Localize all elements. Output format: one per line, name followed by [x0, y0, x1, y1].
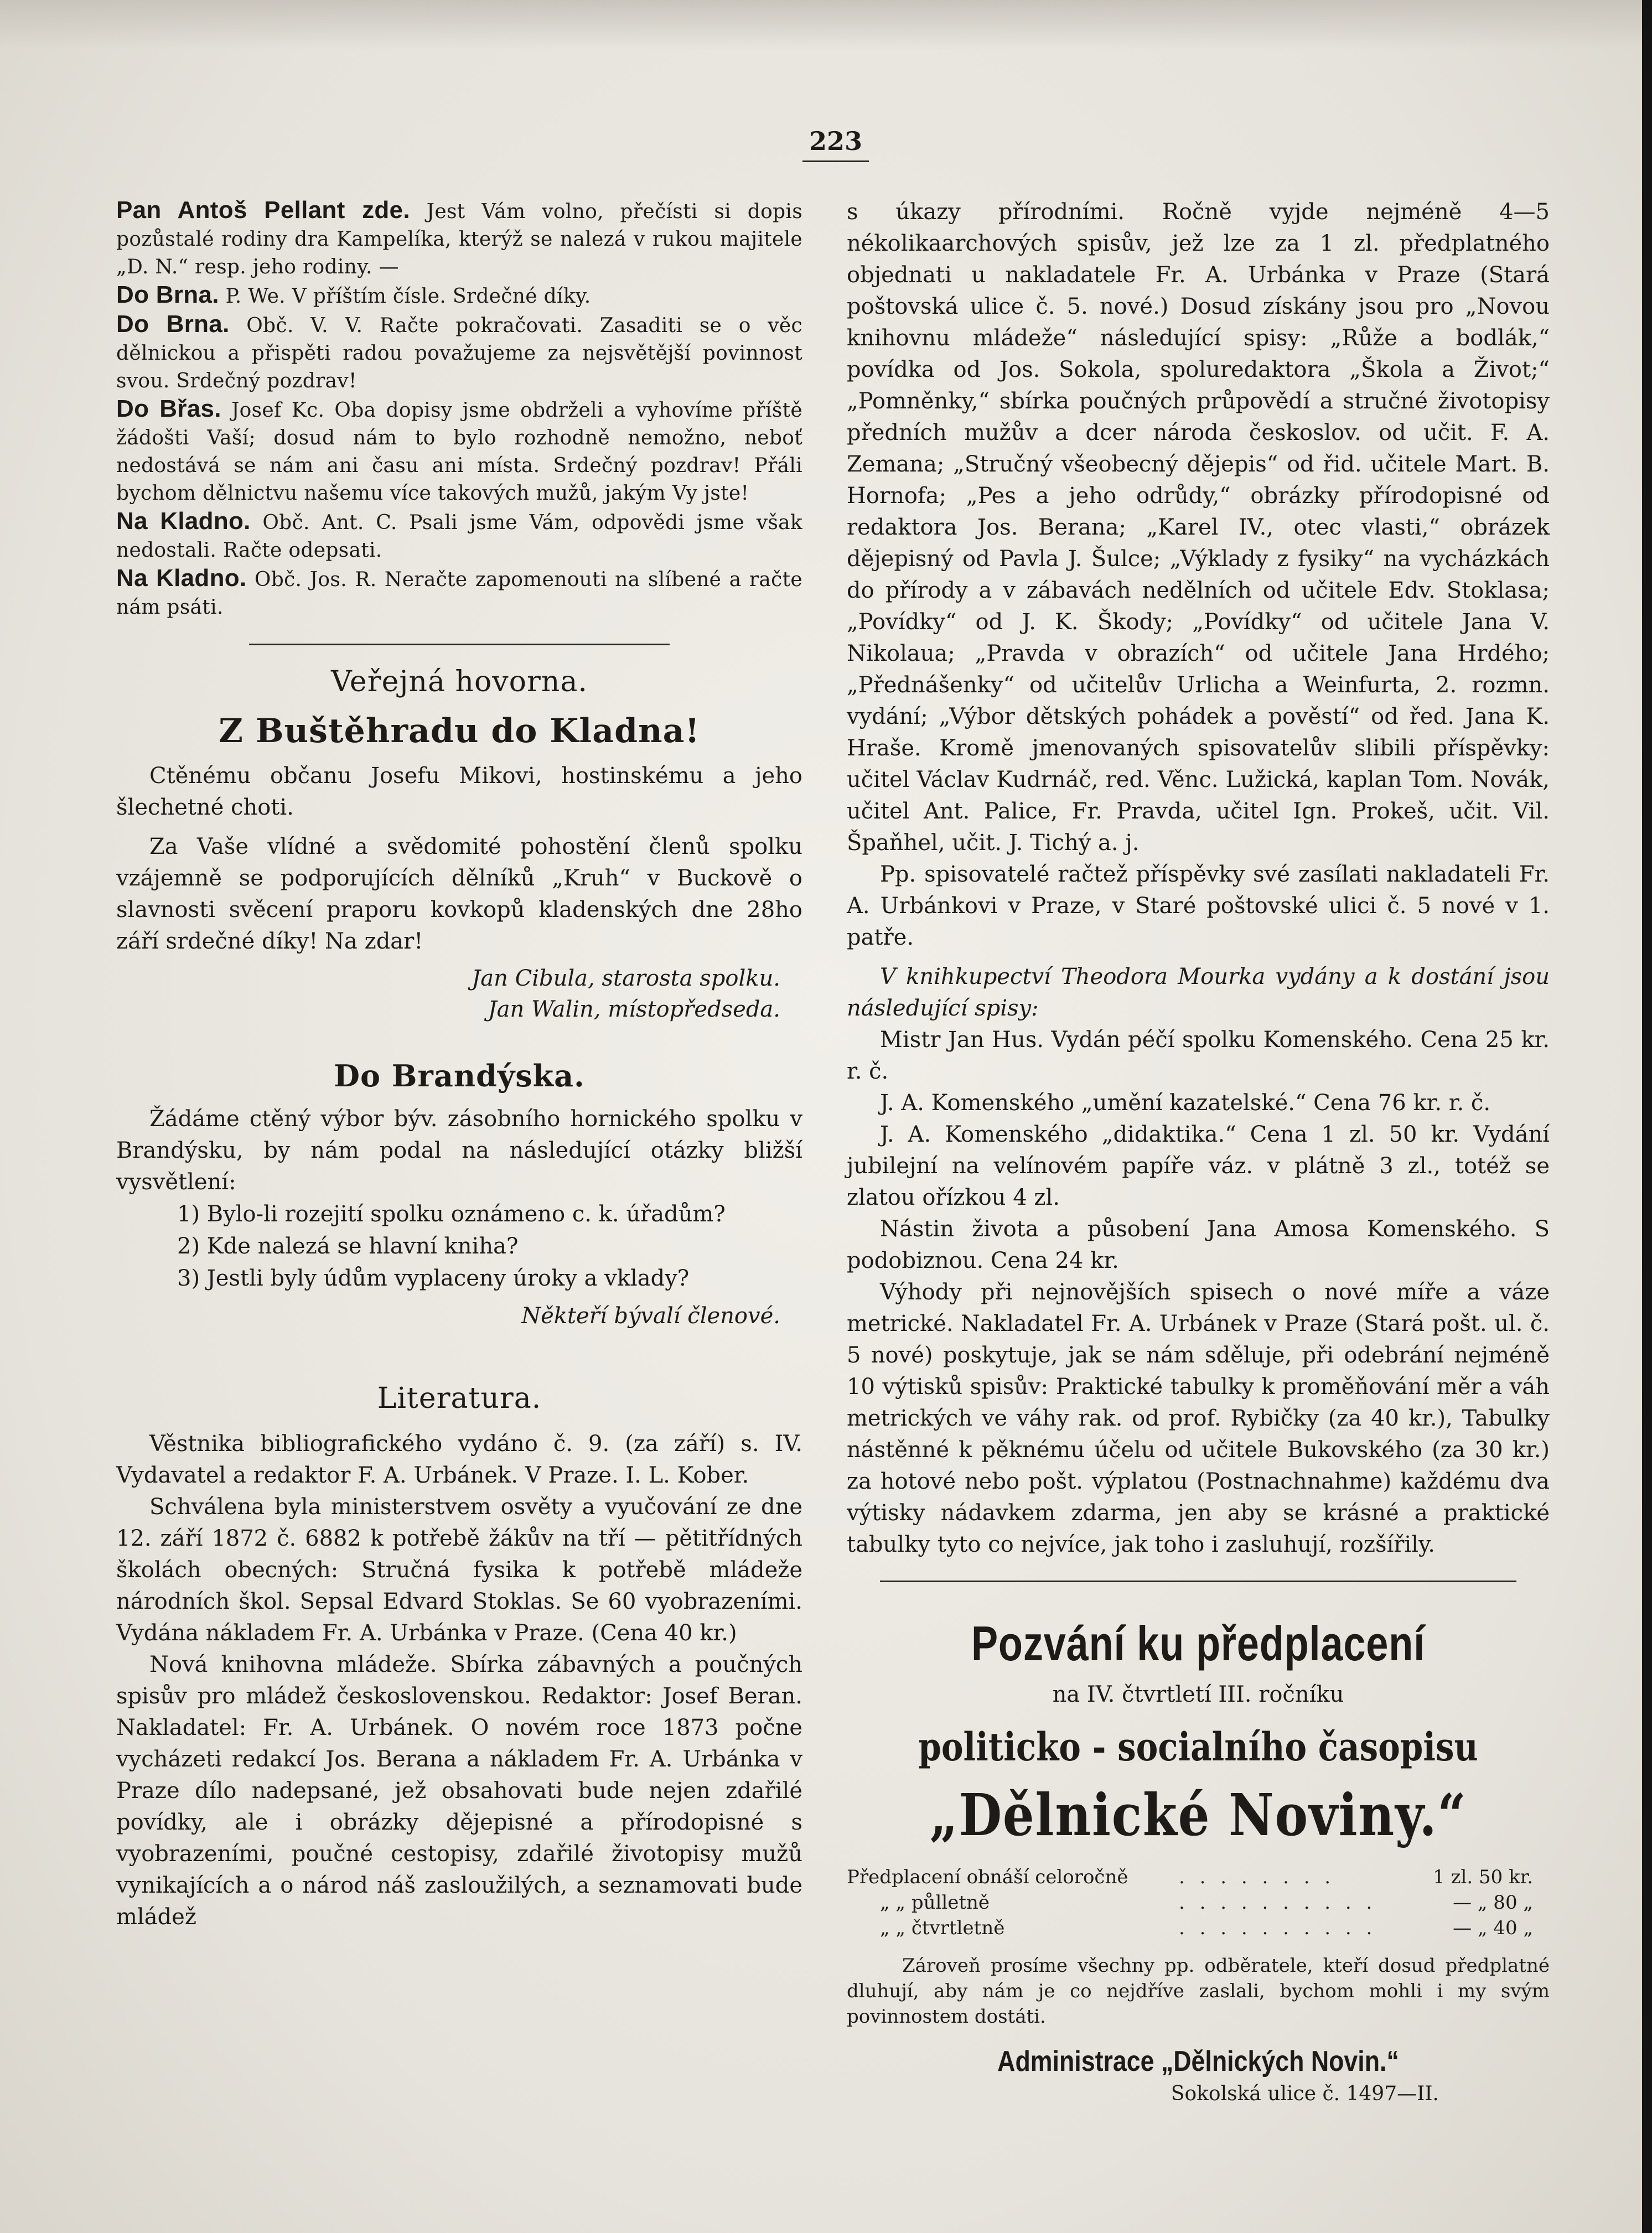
section-title-literatura: Literatura.	[377, 1382, 542, 1415]
literatura-section	[116, 1382, 802, 1933]
price-dots: . . . . . . . .	[1179, 1866, 1335, 1888]
article-continuation: s úkazy přírodními. Ročně vyjde nejméně 4—5 nékolikaarchových spisův, jež lze za 1 zl. předplatného objednati u nakladatele Fr. A. Urbánka v Praze (Stará poštovská ulice č. 5. nové.) Dosud získány jsou pro „Novou knihovnu mládeže“ následující spisy: „Růže a bodlák,“ povídka od Jos. Sokola, spoluredaktora „Škola a Život;“ „Pomněnky,“ sbírka poučných průpovědí a stručné životopisy předních mužův a dcer národa českoslov. od učit. F. A. Zemana; „Stručný všeobecný dějepis“ od řid. učitele Mart. B. Hornofa; „Pes a jeho odrůdy,“ obrázky přírodopisné od redaktora Jos. Berana; „Karel IV., otec vlasti,“ obrázek dějepisný od Pavla J. Šulce; „Výklady z fysiky“ na vycházkách do přírody a v zábavách nedělních od učitele Edv. Stoklasa; „Povídky“ od J. K. Škody; „Povídky“ od učitele Jana V. Nikolaua; „Pravda v obrazích“ od učitele Jana Hrdého; „Přednášenky“ od učitelův Urlicha a Weinfurta, 2. rozmn. vydání; „Výbor dětských pohádek a pověstí“ od řed. Jana K. Hraše. Kromě jmenovaných spisovatelův slibili příspěvky: učitel Václav Kudrnáč, red. Věnc. Lužická, kaplan Tom. Novák, učitel Ant. Palice, Fr. Pravda, učitel Ign. Prokeš, učit. Vil. Špaňhel, učit. J. Tichý a. j.	[847, 199, 1550, 856]
correspondence-entry: Pan Antoš Pellant zde. Jest Vám volno, přečísti si dopis pozůstalé rodiny dra Kampelíka, kterýž se nalezá v rukou majitele „D. N.“ resp. jeho rodiny. —	[116, 196, 802, 278]
question-item: 1) Bylo-li rozejití spolku oznámeno c. k. úřadům?	[177, 1201, 726, 1227]
correspondence-section	[116, 196, 802, 621]
price-value: — „ 80 „	[1453, 1892, 1533, 1914]
section-divider	[249, 644, 670, 645]
right-column	[847, 196, 1550, 2105]
ad-note: Zároveň prosíme všechny pp. odběratele, kteří dosud předplatné dluhují, aby nám je co nejdříve zaslali, bychom mohli i my svým povinnostem dostáti.	[847, 1955, 1550, 2028]
price-label: „ „ půlletně	[880, 1892, 990, 1914]
book-listing: Mistr Jan Hus. Vydán péčí spolku Komenského. Cena 25 kr. r. č.	[847, 1027, 1550, 1084]
price-dots: . . . . . . . . . .	[1179, 1892, 1377, 1914]
notice-body: Za Vaše vlídné a svědomité pohostění členů spolku vzájemně se podporujících dělníků „Kruh“ v Buckově o slavnosti svěcení praporu kovkopů kladenských dne 28ho září srdečné díky! Na zdar!	[116, 834, 802, 954]
notice-headline: Do Brandýska.	[334, 1058, 585, 1094]
price-row	[847, 1890, 1533, 1915]
correspondence-entry: Na Kladno. Obč. Ant. C. Psali jsme Vám, odpovědi jsme však nedostali. Račte odepsati.	[116, 507, 802, 562]
subscription-ad	[847, 1615, 1550, 2105]
scan-border	[1642, 0, 1652, 2233]
ad-administration: Administrace „Dělnických Novin.“	[997, 2045, 1399, 2077]
signature-1: Jan Cibula, starosta spolku.	[472, 966, 780, 991]
correspondence-entry: Do Brna. Obč. V. V. Račte pokračovati. Zasaditi se o věc dělnickou a přispěti radou považujeme za nejsvětější povinnost svou. Srdečný pozdrav!	[116, 310, 802, 392]
book-listing: Nástin života a působení Jana Amosa Komenského. S podobiznou. Cena 24 kr.	[847, 1216, 1550, 1273]
question-item: 2) Kde nalezá se hlavní kniha?	[177, 1234, 519, 1259]
question-item: 3) Jestli byly údům vyplaceny úroky a vklady?	[177, 1266, 690, 1291]
book-listing: Výhody při nejnovějších spisech o nové míře a váze metrické. Nakladatel Fr. A. Urbánek v Praze (Stará pošt. ul. č. 5 nové) poskytuje, jak se nám sděluje, při odebrání nejméně 10 výtisků spisův: Praktické tabulky k proměňování měr a váh metrických ve váhy rak. od prof. Rybičky (za 40 kr.), Tabulky nástěnné k pěknému účelu od učitele Bukovského (za 30 kr.) za hotové nebo pošt. výplatou (Postnachnahme) každému dva výtisky nádavkem zdarma, jen aby se krásné a praktické tabulky tyto co nejvíce, jak toho i zasluhují, rozšířily.	[847, 1279, 1550, 1557]
price-label: „ „ čtvrtletně	[880, 1917, 1005, 1939]
price-dots: . . . . . . . . . .	[1179, 1917, 1377, 1939]
ad-title: Pozvání ku předplacení	[971, 1616, 1426, 1671]
ad-address: Sokolská ulice č. 1497—II.	[1171, 2082, 1439, 2105]
signature-2: Jan Walin, místopředseda.	[488, 997, 780, 1022]
bustehrad-notice	[116, 712, 802, 1025]
book-listing: J. A. Komenského „didaktika.“ Cena 1 zl. 50 kr. Vydání jubilejní na velínovém papíře váz. v plátně 3 zl., totéž se zlatou ořízkou 4 zl.	[847, 1122, 1550, 1210]
literature-paragraph: Schválena byla ministerstvem osvěty a vyučování ze dne 12. září 1872 č. 6882 k potřebě žákův na tří — pětitřídných školách obecných: Stručná fysika k potřebě mládeže národních škol. Sepsal Edvard Stoklas. Se 60 vyobrazeními. Vydána nákladem Fr. A. Urbánka v Praze. (Cena 40 kr.)	[116, 1494, 802, 1646]
notice-closing: Někteří bývalí členové.	[521, 1303, 780, 1329]
ad-subtitle: na IV. čtvrtletí III. ročníku	[1052, 1682, 1344, 1707]
ad-heading: politicko - socialního časopisu	[918, 1724, 1478, 1770]
price-value: 1 zl. 50 kr.	[1433, 1866, 1533, 1888]
bookshop-intro: V knihkupectví Theodora Mourka vydány a k dostání jsou následující spisy:	[847, 964, 1550, 1021]
correspondence-entry: Do Brna. P. We. V příštím čísle. Srdečné díky.	[116, 281, 591, 308]
correspondence-entry: Do Břas. Josef Kc. Oba dopisy jsme obdrželi a vyhovíme příště žádošti Vaší; dosud nám to bylo rozhodně nemožno, neboť nedostává se nám ani času ani místa. Srdečný pozdrav! Přáli bychom dělnictvu našemu více takových mužů, jakým Vy jste!	[116, 395, 802, 505]
left-column	[116, 196, 802, 1933]
price-value: — „ 40 „	[1453, 1917, 1533, 1939]
literature-paragraph: Nová knihovna mládeže. Sbírka zábavných a poučných spisův pro mládež československou. Redaktor: Josef Beran. Nakladatel: Fr. A. Urbánek. O novém roce 1873 počne vycházeti redakcí Jos. Berana a nákladem Fr. A. Urbánka v Praze dílo nadepsané, jež obsahovati bude nejen zdařilé povídky, ale i obrázky dějepisné a přírodopisné s vyobrazeními, poučné cestopisy, zdařilé životopisy mužů vynikajících a o národ náš zasloužilých, a seznamovati bude mládež	[116, 1652, 802, 1930]
ad-divider	[880, 1581, 1516, 1582]
section-title-hovorna: Veřejná hovorna.	[331, 665, 588, 698]
page-number: 223	[802, 126, 869, 162]
brandys-notice	[116, 1058, 802, 1332]
scan-shadow	[0, 0, 1652, 50]
newspaper-name: „Dělnické Noviny.“	[929, 1781, 1467, 1849]
literature-paragraph: Věstnika bibliografického vydáno č. 9. (za září) s. IV. Vydavatel a redaktor F. A. Urbánek. V Praze. I. L. Kober.	[116, 1431, 802, 1488]
notice-address: Ctěnému občanu Josefu Mikovi, hostinskému a jeho šlechetné choti.	[116, 763, 802, 820]
correspondence-entry: Na Kladno. Obč. Jos. R. Neračte zapomenouti na slíbené a račte nám psáti.	[116, 564, 802, 619]
price-label: Předplacení obnáší celoročně	[847, 1866, 1128, 1888]
notice-headline: Z Buštěhradu do Kladna!	[219, 712, 700, 750]
price-row	[847, 1864, 1533, 1890]
notice-intro: Žádáme ctěný výbor býv. zásobního hornického spolku v Brandýsku, by nám podal na následující otázky bližší vysvětlení:	[116, 1106, 802, 1195]
price-table	[847, 1864, 1533, 1941]
article-paragraph: Pp. spisovatelé račtež příspěvky své zasílati nakladateli Fr. A. Urbánkovi v Praze, v Staré poštovské ulici č. 5 nové v 1. patře.	[847, 862, 1550, 950]
book-listing: J. A. Komenského „umění kazatelské.“ Cena 76 kr. r. č.	[880, 1090, 1491, 1116]
price-row	[847, 1915, 1533, 1941]
